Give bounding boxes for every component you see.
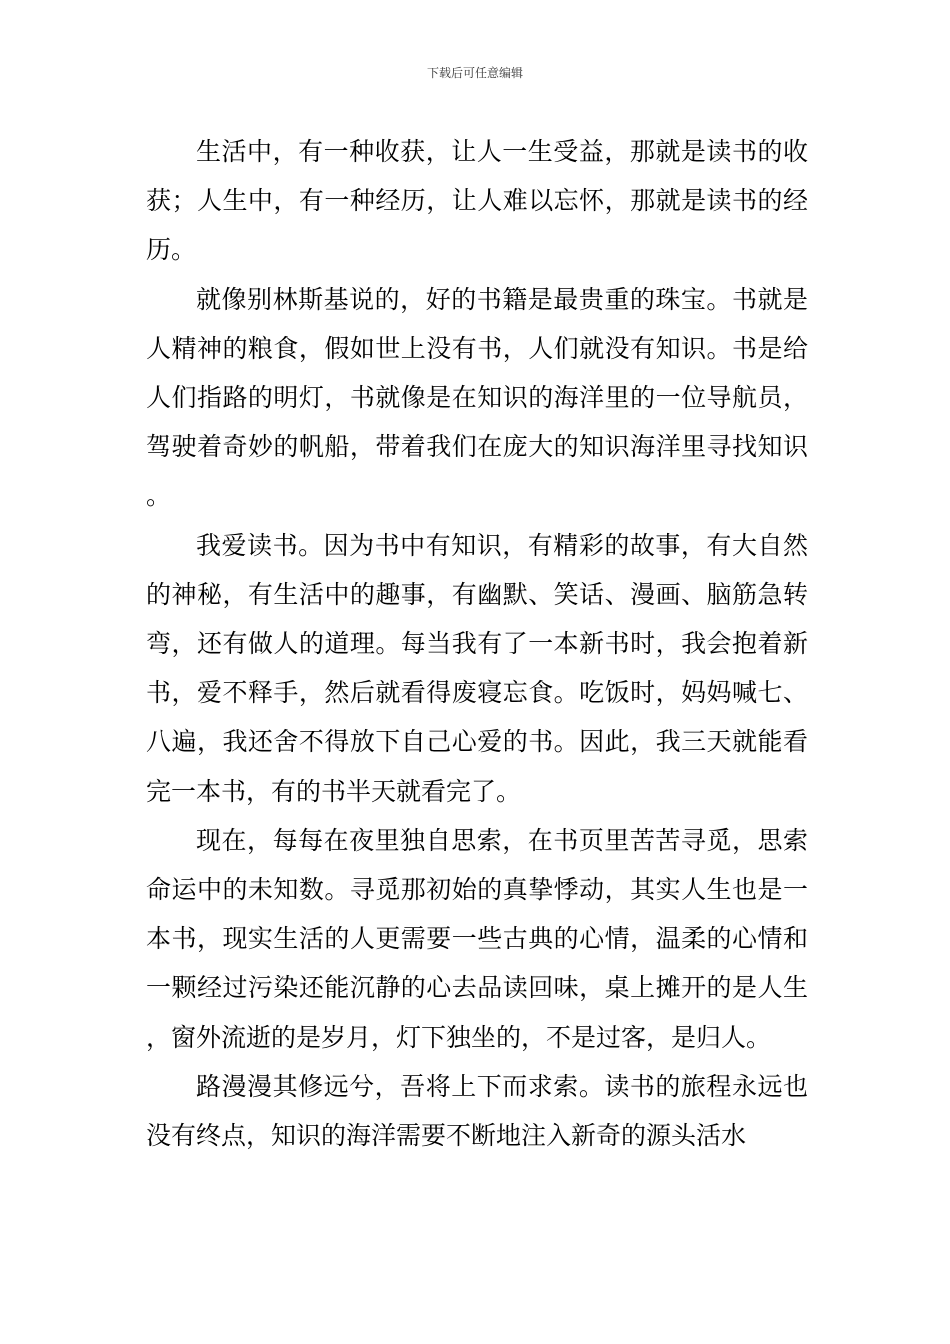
article-body [146,127,808,1160]
paragraph-5: 路漫漫其修远兮，吾将上下而求索。读书的旅程永远也没有终点，知识的海洋需要不断地注入新奇的源头活水 [146,1071,808,1151]
paragraph-1: 生活中，有一种收获，让人一生受益，那就是读书的收获；人生中，有一种经历，让人难以忘怀，那就是读书的经历。 [146,137,808,265]
paragraph-2: 就像别林斯基说的，好的书籍是最贵重的珠宝。书就是人精神的粮食，假如世上没有书，人们就没有知识。书是给人们指路的明灯，书就像是在知识的海洋里的一位导航员，驾驶着奇妙的帆船，带着我们在庞大的知识海洋里寻找知识。 [146,284,808,511]
paragraph-4: 现在，每每在夜里独自思索，在书页里苦苦寻觅，思索命运中的未知数。寻觅那初始的真挚悸动，其实人生也是一本书，现实生活的人更需要一些古典的心情，温柔的心情和一颗经过污染还能沉静的心去品读回味，桌上摊开的是人生，窗外流逝的是岁月，灯下独坐的，不是过客，是归人。 [146,825,808,1052]
paragraph-3: 我爱读书。因为书中有知识，有精彩的故事，有大自然的神秘，有生活中的趣事，有幽默、笑话、漫画、脑筋急转弯，还有做人的道理。每当我有了一本新书时，我会抱着新书，爱不释手，然后就看得废寝忘食。吃饭时，妈妈喊七、八遍，我还舍不得放下自己心爱的书。因此，我三天就能看完一本书，有的书半天就看完了。 [146,530,808,806]
page-header: 下载后可任意编辑 [426,66,523,80]
